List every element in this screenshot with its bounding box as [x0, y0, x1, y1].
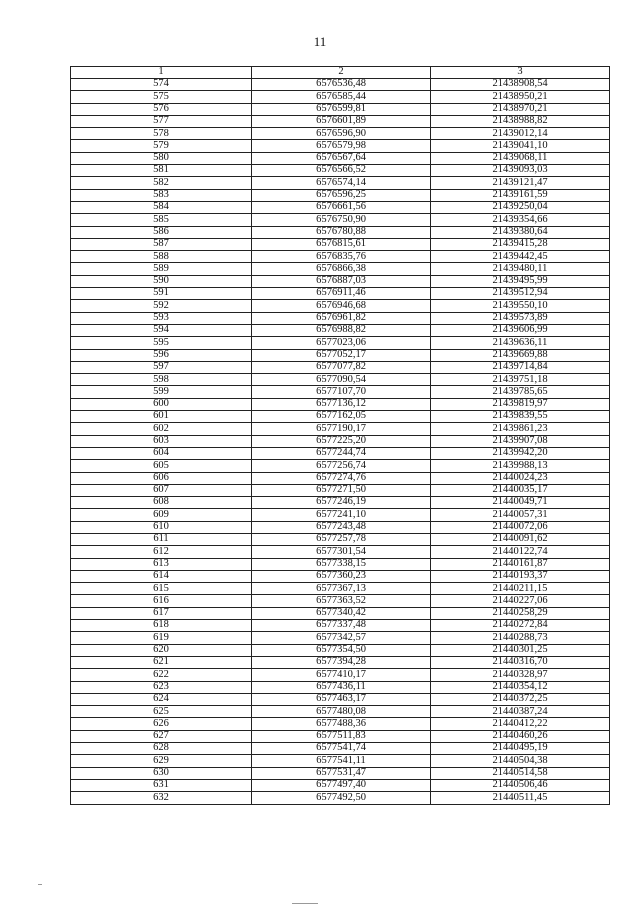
table-row	[71, 779, 610, 791]
table-row	[71, 324, 610, 336]
table-row	[71, 251, 610, 263]
table-row	[71, 583, 610, 595]
y-coordinate-cell: 21439636,11	[431, 337, 610, 349]
table-row	[71, 743, 610, 755]
table-row	[71, 275, 610, 287]
y-coordinate-cell: 21439512,94	[431, 288, 610, 300]
x-coordinate-cell: 6576815,61	[252, 238, 431, 250]
x-coordinate-cell: 6577342,57	[252, 632, 431, 644]
x-coordinate-cell: 6577541,74	[252, 743, 431, 755]
x-coordinate-cell: 6577363,52	[252, 595, 431, 607]
y-coordinate-cell: 21440372,25	[431, 693, 610, 705]
point-number-cell: 592	[71, 300, 252, 312]
y-coordinate-cell: 21440460,26	[431, 730, 610, 742]
y-coordinate-cell: 21438908,54	[431, 79, 610, 91]
y-coordinate-cell: 21439669,88	[431, 349, 610, 361]
y-coordinate-cell: 21439907,08	[431, 435, 610, 447]
point-number-cell: 631	[71, 779, 252, 791]
table-row	[71, 460, 610, 472]
y-coordinate-cell: 21440049,71	[431, 497, 610, 509]
x-coordinate-cell: 6576866,38	[252, 263, 431, 275]
y-coordinate-cell: 21440258,29	[431, 607, 610, 619]
x-coordinate-cell: 6577162,05	[252, 411, 431, 423]
y-coordinate-cell: 21440387,24	[431, 706, 610, 718]
table-row	[71, 189, 610, 201]
point-number-cell: 604	[71, 447, 252, 459]
table-row	[71, 177, 610, 189]
x-coordinate-cell: 6577488,36	[252, 718, 431, 730]
point-number-cell: 603	[71, 435, 252, 447]
point-number-cell: 584	[71, 201, 252, 213]
y-coordinate-cell: 21439751,18	[431, 374, 610, 386]
x-coordinate-cell: 6576579,98	[252, 140, 431, 152]
table-row	[71, 521, 610, 533]
table-row	[71, 361, 610, 373]
x-coordinate-cell: 6576566,52	[252, 165, 431, 177]
y-coordinate-cell: 21439819,97	[431, 398, 610, 410]
point-number-cell: 600	[71, 398, 252, 410]
y-coordinate-cell: 21440504,38	[431, 755, 610, 767]
y-coordinate-cell: 21440301,25	[431, 644, 610, 656]
y-coordinate-cell: 21440161,87	[431, 558, 610, 570]
scan-mark-bottom	[292, 903, 318, 904]
table-row	[71, 288, 610, 300]
x-coordinate-cell: 6577492,50	[252, 792, 431, 804]
table-row	[71, 595, 610, 607]
x-coordinate-cell: 6577107,70	[252, 386, 431, 398]
point-number-cell: 581	[71, 165, 252, 177]
point-number-cell: 590	[71, 275, 252, 287]
x-coordinate-cell: 6577367,13	[252, 583, 431, 595]
table-row	[71, 398, 610, 410]
table-row	[71, 263, 610, 275]
point-number-cell: 627	[71, 730, 252, 742]
coordinates-table	[70, 66, 610, 805]
point-number-cell: 597	[71, 361, 252, 373]
point-number-cell: 579	[71, 140, 252, 152]
x-coordinate-cell: 6577337,48	[252, 620, 431, 632]
x-coordinate-cell: 6576961,82	[252, 312, 431, 324]
point-number-cell: 606	[71, 472, 252, 484]
y-coordinate-cell: 21439606,99	[431, 324, 610, 336]
column-header-3: 3	[431, 67, 610, 79]
x-coordinate-cell: 6576599,81	[252, 103, 431, 115]
x-coordinate-cell: 6576601,89	[252, 115, 431, 127]
point-number-cell: 580	[71, 152, 252, 164]
x-coordinate-cell: 6577338,15	[252, 558, 431, 570]
y-coordinate-cell: 21440122,74	[431, 546, 610, 558]
point-number-cell: 598	[71, 374, 252, 386]
y-coordinate-cell: 21439942,20	[431, 447, 610, 459]
x-coordinate-cell: 6577531,47	[252, 767, 431, 779]
point-number-cell: 610	[71, 521, 252, 533]
table-row	[71, 91, 610, 103]
y-coordinate-cell: 21440193,37	[431, 570, 610, 582]
y-coordinate-cell: 21439068,11	[431, 152, 610, 164]
table-row	[71, 620, 610, 632]
table-row	[71, 669, 610, 681]
y-coordinate-cell: 21440288,73	[431, 632, 610, 644]
table-row	[71, 423, 610, 435]
point-number-cell: 616	[71, 595, 252, 607]
column-header-1: 1	[71, 67, 252, 79]
y-coordinate-cell: 21439041,10	[431, 140, 610, 152]
x-coordinate-cell: 6577244,74	[252, 447, 431, 459]
y-coordinate-cell: 21440506,46	[431, 779, 610, 791]
x-coordinate-cell: 6577354,50	[252, 644, 431, 656]
x-coordinate-cell: 6577541,11	[252, 755, 431, 767]
y-coordinate-cell: 21439988,13	[431, 460, 610, 472]
point-number-cell: 589	[71, 263, 252, 275]
x-coordinate-cell: 6577052,17	[252, 349, 431, 361]
x-coordinate-cell: 6577394,28	[252, 656, 431, 668]
point-number-cell: 582	[71, 177, 252, 189]
table-row	[71, 681, 610, 693]
x-coordinate-cell: 6576567,64	[252, 152, 431, 164]
table-row	[71, 115, 610, 127]
y-coordinate-cell: 21439121,47	[431, 177, 610, 189]
table-row	[71, 140, 610, 152]
x-coordinate-cell: 6577256,74	[252, 460, 431, 472]
x-coordinate-cell: 6576887,03	[252, 275, 431, 287]
table-row	[71, 533, 610, 545]
point-number-cell: 621	[71, 656, 252, 668]
x-coordinate-cell: 6576574,14	[252, 177, 431, 189]
x-coordinate-cell: 6577271,50	[252, 484, 431, 496]
point-number-cell: 617	[71, 607, 252, 619]
point-number-cell: 628	[71, 743, 252, 755]
x-coordinate-cell: 6576596,90	[252, 128, 431, 140]
table-row	[71, 767, 610, 779]
table-row	[71, 152, 610, 164]
y-coordinate-cell: 21439250,04	[431, 201, 610, 213]
x-coordinate-cell: 6577410,17	[252, 669, 431, 681]
table-row	[71, 497, 610, 509]
x-coordinate-cell: 6577225,20	[252, 435, 431, 447]
y-coordinate-cell: 21440057,31	[431, 509, 610, 521]
table-row	[71, 165, 610, 177]
point-number-cell: 630	[71, 767, 252, 779]
table-row	[71, 201, 610, 213]
x-coordinate-cell: 6577301,54	[252, 546, 431, 558]
point-number-cell: 575	[71, 91, 252, 103]
point-number-cell: 618	[71, 620, 252, 632]
point-number-cell: 595	[71, 337, 252, 349]
point-number-cell: 615	[71, 583, 252, 595]
y-coordinate-cell: 21439495,99	[431, 275, 610, 287]
table-row	[71, 374, 610, 386]
y-coordinate-cell: 21439785,65	[431, 386, 610, 398]
point-number-cell: 614	[71, 570, 252, 582]
table-row	[71, 238, 610, 250]
table-row	[71, 128, 610, 140]
table-row	[71, 730, 610, 742]
y-coordinate-cell: 21439093,03	[431, 165, 610, 177]
table-row	[71, 337, 610, 349]
x-coordinate-cell: 6577497,40	[252, 779, 431, 791]
point-number-cell: 608	[71, 497, 252, 509]
x-coordinate-cell: 6577480,08	[252, 706, 431, 718]
y-coordinate-cell: 21439415,28	[431, 238, 610, 250]
table-row	[71, 79, 610, 91]
point-number-cell: 585	[71, 214, 252, 226]
point-number-cell: 626	[71, 718, 252, 730]
table-header-row	[71, 67, 610, 79]
table-row	[71, 300, 610, 312]
table-row	[71, 214, 610, 226]
y-coordinate-cell: 21439573,89	[431, 312, 610, 324]
column-header-2: 2	[252, 67, 431, 79]
y-coordinate-cell: 21440328,97	[431, 669, 610, 681]
point-number-cell: 605	[71, 460, 252, 472]
point-number-cell: 576	[71, 103, 252, 115]
x-coordinate-cell: 6577360,23	[252, 570, 431, 582]
point-number-cell: 612	[71, 546, 252, 558]
y-coordinate-cell: 21440211,15	[431, 583, 610, 595]
point-number-cell: 594	[71, 324, 252, 336]
x-coordinate-cell: 6576911,46	[252, 288, 431, 300]
x-coordinate-cell: 6577090,54	[252, 374, 431, 386]
table-row	[71, 607, 610, 619]
point-number-cell: 620	[71, 644, 252, 656]
table-row	[71, 472, 610, 484]
x-coordinate-cell: 6577241,10	[252, 509, 431, 521]
point-number-cell: 629	[71, 755, 252, 767]
x-coordinate-cell: 6577190,17	[252, 423, 431, 435]
point-number-cell: 607	[71, 484, 252, 496]
y-coordinate-cell: 21440035,17	[431, 484, 610, 496]
table-body	[71, 79, 610, 805]
table-row	[71, 693, 610, 705]
point-number-cell: 593	[71, 312, 252, 324]
y-coordinate-cell: 21440072,06	[431, 521, 610, 533]
y-coordinate-cell: 21440227,06	[431, 595, 610, 607]
x-coordinate-cell: 6577463,17	[252, 693, 431, 705]
point-number-cell: 622	[71, 669, 252, 681]
x-coordinate-cell: 6576536,48	[252, 79, 431, 91]
x-coordinate-cell: 6576750,90	[252, 214, 431, 226]
y-coordinate-cell: 21439380,64	[431, 226, 610, 238]
table-row	[71, 509, 610, 521]
x-coordinate-cell: 6577243,48	[252, 521, 431, 533]
table-row	[71, 558, 610, 570]
y-coordinate-cell: 21439161,59	[431, 189, 610, 201]
scan-mark-left	[38, 884, 42, 885]
table-row	[71, 103, 610, 115]
table-row	[71, 447, 610, 459]
x-coordinate-cell: 6577246,19	[252, 497, 431, 509]
table-row	[71, 226, 610, 238]
y-coordinate-cell: 21440024,23	[431, 472, 610, 484]
y-coordinate-cell: 21439839,55	[431, 411, 610, 423]
y-coordinate-cell: 21440316,70	[431, 656, 610, 668]
point-number-cell: 601	[71, 411, 252, 423]
x-coordinate-cell: 6576946,68	[252, 300, 431, 312]
table-row	[71, 755, 610, 767]
y-coordinate-cell: 21440412,22	[431, 718, 610, 730]
table-row	[71, 546, 610, 558]
y-coordinate-cell: 21440272,84	[431, 620, 610, 632]
table-row	[71, 349, 610, 361]
table-row	[71, 656, 610, 668]
table-row	[71, 435, 610, 447]
y-coordinate-cell: 21439442,45	[431, 251, 610, 263]
y-coordinate-cell: 21440511,45	[431, 792, 610, 804]
x-coordinate-cell: 6576835,76	[252, 251, 431, 263]
point-number-cell: 623	[71, 681, 252, 693]
point-number-cell: 624	[71, 693, 252, 705]
point-number-cell: 596	[71, 349, 252, 361]
table-row	[71, 411, 610, 423]
point-number-cell: 574	[71, 79, 252, 91]
x-coordinate-cell: 6576596,25	[252, 189, 431, 201]
y-coordinate-cell: 21440495,19	[431, 743, 610, 755]
y-coordinate-cell: 21440091,62	[431, 533, 610, 545]
point-number-cell: 602	[71, 423, 252, 435]
y-coordinate-cell: 21439480,11	[431, 263, 610, 275]
y-coordinate-cell: 21438950,21	[431, 91, 610, 103]
table-row	[71, 632, 610, 644]
point-number-cell: 609	[71, 509, 252, 521]
x-coordinate-cell: 6577077,82	[252, 361, 431, 373]
table-row	[71, 484, 610, 496]
x-coordinate-cell: 6577023,06	[252, 337, 431, 349]
y-coordinate-cell: 21439861,23	[431, 423, 610, 435]
x-coordinate-cell: 6577136,12	[252, 398, 431, 410]
point-number-cell: 625	[71, 706, 252, 718]
table-row	[71, 570, 610, 582]
point-number-cell: 632	[71, 792, 252, 804]
table-row	[71, 312, 610, 324]
y-coordinate-cell: 21438988,82	[431, 115, 610, 127]
table-row	[71, 792, 610, 804]
point-number-cell: 613	[71, 558, 252, 570]
x-coordinate-cell: 6576661,56	[252, 201, 431, 213]
point-number-cell: 599	[71, 386, 252, 398]
x-coordinate-cell: 6577257,78	[252, 533, 431, 545]
table-row	[71, 706, 610, 718]
x-coordinate-cell: 6577436,11	[252, 681, 431, 693]
y-coordinate-cell: 21440514,58	[431, 767, 610, 779]
y-coordinate-cell: 21440354,12	[431, 681, 610, 693]
point-number-cell: 578	[71, 128, 252, 140]
x-coordinate-cell: 6577340,42	[252, 607, 431, 619]
y-coordinate-cell: 21439714,84	[431, 361, 610, 373]
point-number-cell: 619	[71, 632, 252, 644]
point-number-cell: 588	[71, 251, 252, 263]
x-coordinate-cell: 6577274,76	[252, 472, 431, 484]
y-coordinate-cell: 21439354,66	[431, 214, 610, 226]
point-number-cell: 587	[71, 238, 252, 250]
table-row	[71, 718, 610, 730]
point-number-cell: 583	[71, 189, 252, 201]
table-row	[71, 644, 610, 656]
table-row	[71, 386, 610, 398]
point-number-cell: 611	[71, 533, 252, 545]
x-coordinate-cell: 6576988,82	[252, 324, 431, 336]
point-number-cell: 586	[71, 226, 252, 238]
y-coordinate-cell: 21439012,14	[431, 128, 610, 140]
x-coordinate-cell: 6576585,44	[252, 91, 431, 103]
y-coordinate-cell: 21439550,10	[431, 300, 610, 312]
page-number: 11	[313, 34, 327, 49]
x-coordinate-cell: 6577511,83	[252, 730, 431, 742]
point-number-cell: 591	[71, 288, 252, 300]
x-coordinate-cell: 6576780,88	[252, 226, 431, 238]
y-coordinate-cell: 21438970,21	[431, 103, 610, 115]
point-number-cell: 577	[71, 115, 252, 127]
